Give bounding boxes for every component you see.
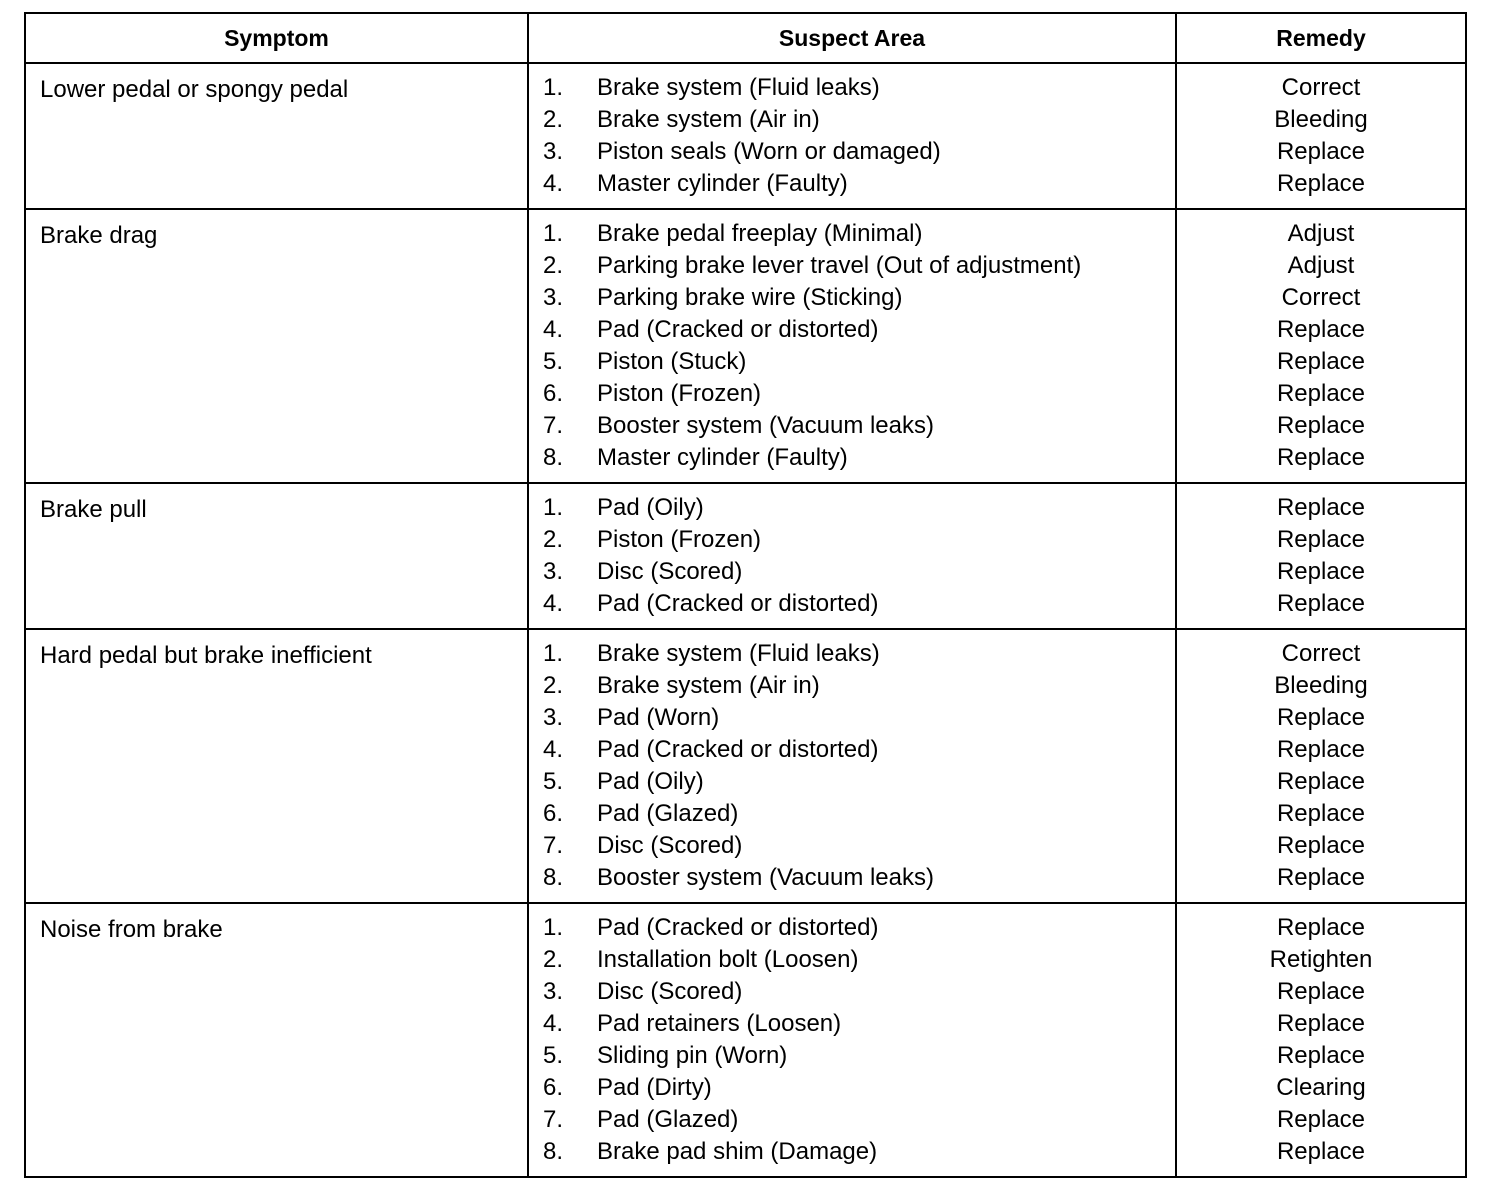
item-number: 8.	[543, 1138, 564, 1165]
remedy-item	[1177, 136, 1465, 168]
remedy-item	[1177, 524, 1465, 556]
remedy-item	[1177, 766, 1465, 798]
troubleshooting-table	[24, 12, 1467, 1178]
item-area-text: Pad (Dirty)	[597, 1074, 712, 1101]
remedy-item	[1177, 734, 1465, 766]
remedy-text: Replace	[1276, 348, 1366, 375]
remedy-item	[1177, 556, 1465, 588]
item-number: 8.	[543, 864, 564, 891]
item-number: 2.	[543, 252, 564, 279]
suspect-area-item	[529, 104, 1175, 136]
item-area-text: Booster system (Vacuum leaks)	[597, 412, 934, 439]
remedy-item	[1177, 1040, 1465, 1072]
remedy-cell	[1176, 63, 1466, 209]
header-row	[25, 13, 1466, 63]
suspect-area-item	[529, 218, 1175, 250]
suspect-area-item	[529, 410, 1175, 442]
remedy-text: Bleeding	[1274, 106, 1368, 133]
item-number: 6.	[543, 1074, 564, 1101]
item-number: 3.	[543, 978, 564, 1005]
remedy-item	[1177, 830, 1465, 862]
remedy-item	[1177, 282, 1465, 314]
remedy-text: Replace	[1276, 704, 1366, 731]
item-number: 1.	[543, 494, 564, 521]
item-area-text: Disc (Scored)	[597, 558, 743, 585]
remedy-text: Replace	[1276, 558, 1366, 585]
item-number: 3.	[543, 138, 564, 165]
item-number: 2.	[543, 106, 564, 133]
suspect-area-item	[529, 862, 1175, 894]
suspect-area-item	[529, 912, 1175, 944]
remedy-item	[1177, 314, 1465, 346]
suspect-area-item	[529, 734, 1175, 766]
remedy-item	[1177, 862, 1465, 894]
suspect-area-item	[529, 638, 1175, 670]
item-area-text: Pad (Cracked or distorted)	[597, 316, 879, 343]
table-row	[25, 63, 1466, 209]
header-remedy: Remedy	[1176, 13, 1466, 63]
symptom-cell: Noise from brake	[25, 903, 528, 1177]
item-area-text: Brake pedal freeplay (Minimal)	[597, 220, 923, 247]
item-number: 5.	[543, 1042, 564, 1069]
suspect-area-item	[529, 72, 1175, 104]
suspect-area-item	[529, 346, 1175, 378]
item-area-text: Disc (Scored)	[597, 978, 743, 1005]
item-number: 7.	[543, 1106, 564, 1133]
item-area-text: Pad retainers (Loosen)	[597, 1010, 842, 1037]
item-number: 4.	[543, 590, 564, 617]
item-area-text: Disc (Scored)	[597, 832, 743, 859]
remedy-item	[1177, 1104, 1465, 1136]
item-area-text: Master cylinder (Faulty)	[597, 444, 848, 471]
suspect-area-item	[529, 556, 1175, 588]
remedy-cell	[1176, 209, 1466, 483]
remedy-item	[1177, 72, 1465, 104]
suspect-area-item	[529, 702, 1175, 734]
item-number: 7.	[543, 832, 564, 859]
remedy-text: Correct	[1281, 284, 1361, 311]
remedy-text: Replace	[1276, 832, 1366, 859]
table-body	[25, 63, 1466, 1177]
item-number: 7.	[543, 412, 564, 439]
item-number: 2.	[543, 526, 564, 553]
header-symptom: Symptom	[25, 13, 528, 63]
remedy-item	[1177, 944, 1465, 976]
remedy-text: Adjust	[1287, 252, 1355, 279]
table-row	[25, 209, 1466, 483]
item-area-text: Pad (Oily)	[597, 494, 704, 521]
item-number: 4.	[543, 1010, 564, 1037]
item-number: 8.	[543, 444, 564, 471]
remedy-text: Replace	[1276, 800, 1366, 827]
remedy-item	[1177, 638, 1465, 670]
remedy-item	[1177, 1072, 1465, 1104]
item-number: 6.	[543, 380, 564, 407]
item-number: 3.	[543, 704, 564, 731]
item-number: 1.	[543, 640, 564, 667]
symptom-cell: Brake pull	[25, 483, 528, 629]
remedy-text: Replace	[1276, 316, 1366, 343]
remedy-text: Replace	[1276, 914, 1366, 941]
remedy-text: Replace	[1276, 1010, 1366, 1037]
suspect-area-item	[529, 798, 1175, 830]
item-area-text: Pad (Glazed)	[597, 800, 739, 827]
symptom-cell: Hard pedal but brake inefficient	[25, 629, 528, 903]
remedy-text: Replace	[1276, 1042, 1366, 1069]
item-area-text: Piston (Frozen)	[597, 526, 762, 553]
item-area-text: Brake system (Air in)	[597, 672, 820, 699]
remedy-item	[1177, 346, 1465, 378]
suspect-area-item	[529, 588, 1175, 620]
item-area-text: Pad (Cracked or distorted)	[597, 914, 879, 941]
suspect-area-item	[529, 314, 1175, 346]
item-area-text: Parking brake wire (Sticking)	[597, 284, 903, 311]
remedy-text: Replace	[1276, 526, 1366, 553]
remedy-text: Bleeding	[1274, 672, 1368, 699]
suspect-area-item	[529, 976, 1175, 1008]
remedy-item	[1177, 976, 1465, 1008]
symptom-cell: Lower pedal or spongy pedal	[25, 63, 528, 209]
remedy-text: Clearing	[1276, 1074, 1366, 1101]
item-area-text: Piston seals (Worn or damaged)	[597, 138, 941, 165]
suspect-area-item	[529, 1104, 1175, 1136]
remedy-text: Replace	[1276, 590, 1366, 617]
remedy-item	[1177, 442, 1465, 474]
remedy-text: Replace	[1276, 412, 1366, 439]
remedy-text: Replace	[1276, 170, 1366, 197]
table-row	[25, 483, 1466, 629]
item-area-text: Brake system (Air in)	[597, 106, 820, 133]
remedy-item	[1177, 378, 1465, 410]
table-row	[25, 629, 1466, 903]
remedy-text: Correct	[1281, 640, 1361, 667]
item-area-text: Parking brake lever travel (Out of adjustment)	[597, 252, 1082, 279]
remedy-text: Replace	[1276, 494, 1366, 521]
item-number: 2.	[543, 946, 564, 973]
remedy-text: Replace	[1276, 1106, 1366, 1133]
remedy-item	[1177, 168, 1465, 200]
remedy-item	[1177, 104, 1465, 136]
remedy-text: Replace	[1276, 380, 1366, 407]
remedy-item	[1177, 670, 1465, 702]
suspect-area-item	[529, 524, 1175, 556]
suspect-area-item	[529, 250, 1175, 282]
suspect-area-cell	[528, 629, 1176, 903]
remedy-text: Replace	[1276, 736, 1366, 763]
item-number: 5.	[543, 768, 564, 795]
remedy-cell	[1176, 483, 1466, 629]
item-area-text: Brake system (Fluid leaks)	[597, 640, 880, 667]
symptom-cell: Brake drag	[25, 209, 528, 483]
remedy-item	[1177, 218, 1465, 250]
suspect-area-item	[529, 766, 1175, 798]
header-suspect-area: Suspect Area	[528, 13, 1176, 63]
suspect-area-item	[529, 1008, 1175, 1040]
item-number: 5.	[543, 348, 564, 375]
remedy-item	[1177, 410, 1465, 442]
item-number: 2.	[543, 672, 564, 699]
table-row	[25, 903, 1466, 1177]
remedy-item	[1177, 492, 1465, 524]
suspect-area-item	[529, 830, 1175, 862]
remedy-item	[1177, 798, 1465, 830]
item-number: 1.	[543, 220, 564, 247]
suspect-area-item	[529, 378, 1175, 410]
suspect-area-cell	[528, 209, 1176, 483]
suspect-area-item	[529, 168, 1175, 200]
suspect-area-item	[529, 492, 1175, 524]
suspect-area-cell	[528, 63, 1176, 209]
item-number: 3.	[543, 284, 564, 311]
remedy-text: Replace	[1276, 1138, 1366, 1165]
suspect-area-cell	[528, 483, 1176, 629]
remedy-text: Replace	[1276, 138, 1366, 165]
item-area-text: Pad (Oily)	[597, 768, 704, 795]
remedy-item	[1177, 250, 1465, 282]
item-area-text: Pad (Cracked or distorted)	[597, 736, 879, 763]
item-number: 4.	[543, 736, 564, 763]
suspect-area-item	[529, 1040, 1175, 1072]
item-area-text: Sliding pin (Worn)	[597, 1042, 788, 1069]
item-number: 3.	[543, 558, 564, 585]
suspect-area-item	[529, 1072, 1175, 1104]
remedy-text: Replace	[1276, 768, 1366, 795]
remedy-item	[1177, 1136, 1465, 1168]
remedy-cell	[1176, 629, 1466, 903]
suspect-area-item	[529, 944, 1175, 976]
remedy-item	[1177, 588, 1465, 620]
remedy-item	[1177, 1008, 1465, 1040]
suspect-area-item	[529, 1136, 1175, 1168]
remedy-text: Adjust	[1287, 220, 1355, 247]
item-area-text: Pad (Worn)	[597, 704, 720, 731]
item-area-text: Booster system (Vacuum leaks)	[597, 864, 934, 891]
remedy-text: Replace	[1276, 864, 1366, 891]
remedy-item	[1177, 912, 1465, 944]
remedy-text: Replace	[1276, 444, 1366, 471]
remedy-text: Correct	[1281, 74, 1361, 101]
remedy-cell	[1176, 903, 1466, 1177]
item-number: 4.	[543, 170, 564, 197]
item-number: 1.	[543, 74, 564, 101]
item-area-text: Pad (Glazed)	[597, 1106, 739, 1133]
item-area-text: Master cylinder (Faulty)	[597, 170, 848, 197]
suspect-area-item	[529, 442, 1175, 474]
item-number: 1.	[543, 914, 564, 941]
item-area-text: Pad (Cracked or distorted)	[597, 590, 879, 617]
item-area-text: Piston (Frozen)	[597, 380, 762, 407]
item-area-text: Piston (Stuck)	[597, 348, 747, 375]
remedy-text: Replace	[1276, 978, 1366, 1005]
suspect-area-item	[529, 136, 1175, 168]
suspect-area-cell	[528, 903, 1176, 1177]
suspect-area-item	[529, 670, 1175, 702]
item-area-text: Brake pad shim (Damage)	[597, 1138, 878, 1165]
item-area-text: Brake system (Fluid leaks)	[597, 74, 880, 101]
suspect-area-item	[529, 282, 1175, 314]
remedy-item	[1177, 702, 1465, 734]
item-number: 4.	[543, 316, 564, 343]
item-area-text: Installation bolt (Loosen)	[597, 946, 859, 973]
remedy-text: Retighten	[1269, 946, 1373, 973]
item-number: 6.	[543, 800, 564, 827]
